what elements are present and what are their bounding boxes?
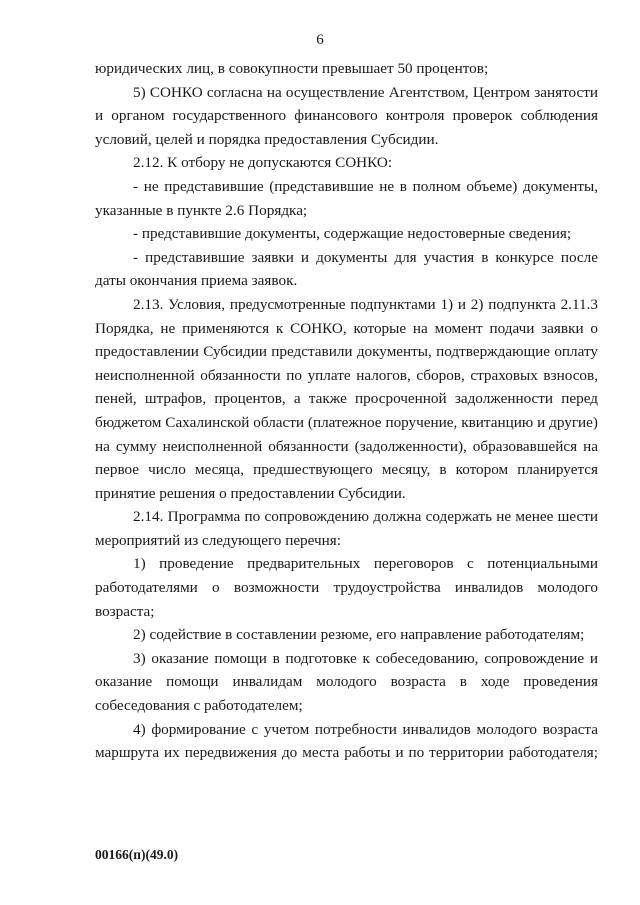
text-line: условий, целей и порядка предоставления Субсидии. bbox=[95, 130, 439, 148]
text-line: возраста; bbox=[95, 602, 155, 620]
text-line: Порядка, не применяются к СОНКО, которые на момент подачи заявки о bbox=[95, 319, 598, 337]
text-line: пеней, штрафов, процентов, а также просроченной задолженности перед bbox=[95, 390, 598, 408]
text-line: указанные в пункте 2.6 Порядка; bbox=[95, 201, 308, 219]
document-code: 00166(п)(49.0) bbox=[95, 847, 179, 862]
text-line: 3) оказание помощи в подготовке к собеседованию, сопровождение и bbox=[133, 649, 598, 667]
text-line: 2.12. К отбору не допускаются СОНКО: bbox=[133, 154, 393, 172]
text-line: оказание помощи инвалидам молодого возраста в ходе проведения bbox=[95, 673, 598, 691]
text-line: предоставлении Субсидии представили документы, подтверждающие оплату bbox=[95, 343, 598, 361]
document-body bbox=[95, 57, 598, 765]
text-line: даты окончания приема заявок. bbox=[95, 272, 298, 290]
text-line: - представившие заявки и документы для участия в конкурсе после bbox=[133, 248, 598, 266]
text-line: первое число месяца, предшествующего месяцу, в котором планируется bbox=[95, 461, 598, 479]
text-line: принятие решения о предоставлении Субсидии. bbox=[95, 484, 406, 502]
text-line: 4) формирование с учетом потребности инвалидов молодого возраста bbox=[133, 720, 598, 738]
page-number: 6 bbox=[316, 32, 324, 48]
text-line: маршрута их передвижения до места работы и по территории работодателя; bbox=[95, 744, 598, 762]
text-line: мероприятий из следующего перечня: bbox=[95, 531, 341, 549]
text-line: 2.14. Программа по сопровождению должна содержать не менее шести bbox=[133, 508, 598, 526]
text-line: - представившие документы, содержащие недостоверные сведения; bbox=[133, 225, 572, 243]
text-line: 5) СОНКО согласна на осуществление Агентством, Центром занятости bbox=[133, 83, 598, 101]
text-line: бюджетом Сахалинской области (платежное поручение, квитанцию и другие) bbox=[95, 413, 598, 431]
text-line: собеседования с работодателем; bbox=[95, 697, 303, 715]
text-line: на сумму неисполненной обязанности (задолженности), образовавшейся на bbox=[95, 437, 598, 455]
text-line: 2.13. Условия, предусмотренные подпунктами 1) и 2) подпункта 2.11.3 bbox=[133, 295, 598, 313]
text-line: 1) проведение предварительных переговоров с потенциальными bbox=[133, 555, 598, 573]
text-line: и органом государственного финансового контроля проверок соблюдения bbox=[95, 107, 598, 125]
text-line: 2) содействие в составлении резюме, его направление работодателям; bbox=[133, 626, 585, 644]
text-line: - не представившие (представившие не в полном объеме) документы, bbox=[133, 177, 598, 195]
text-line: работодателями о возможности трудоустройства инвалидов молодого bbox=[95, 579, 598, 597]
text-line: юридических лиц, в совокупности превышает 50 процентов; bbox=[95, 60, 489, 77]
text-line: неисполненной обязанности по уплате налогов, сборов, страховых взносов, bbox=[95, 366, 598, 384]
